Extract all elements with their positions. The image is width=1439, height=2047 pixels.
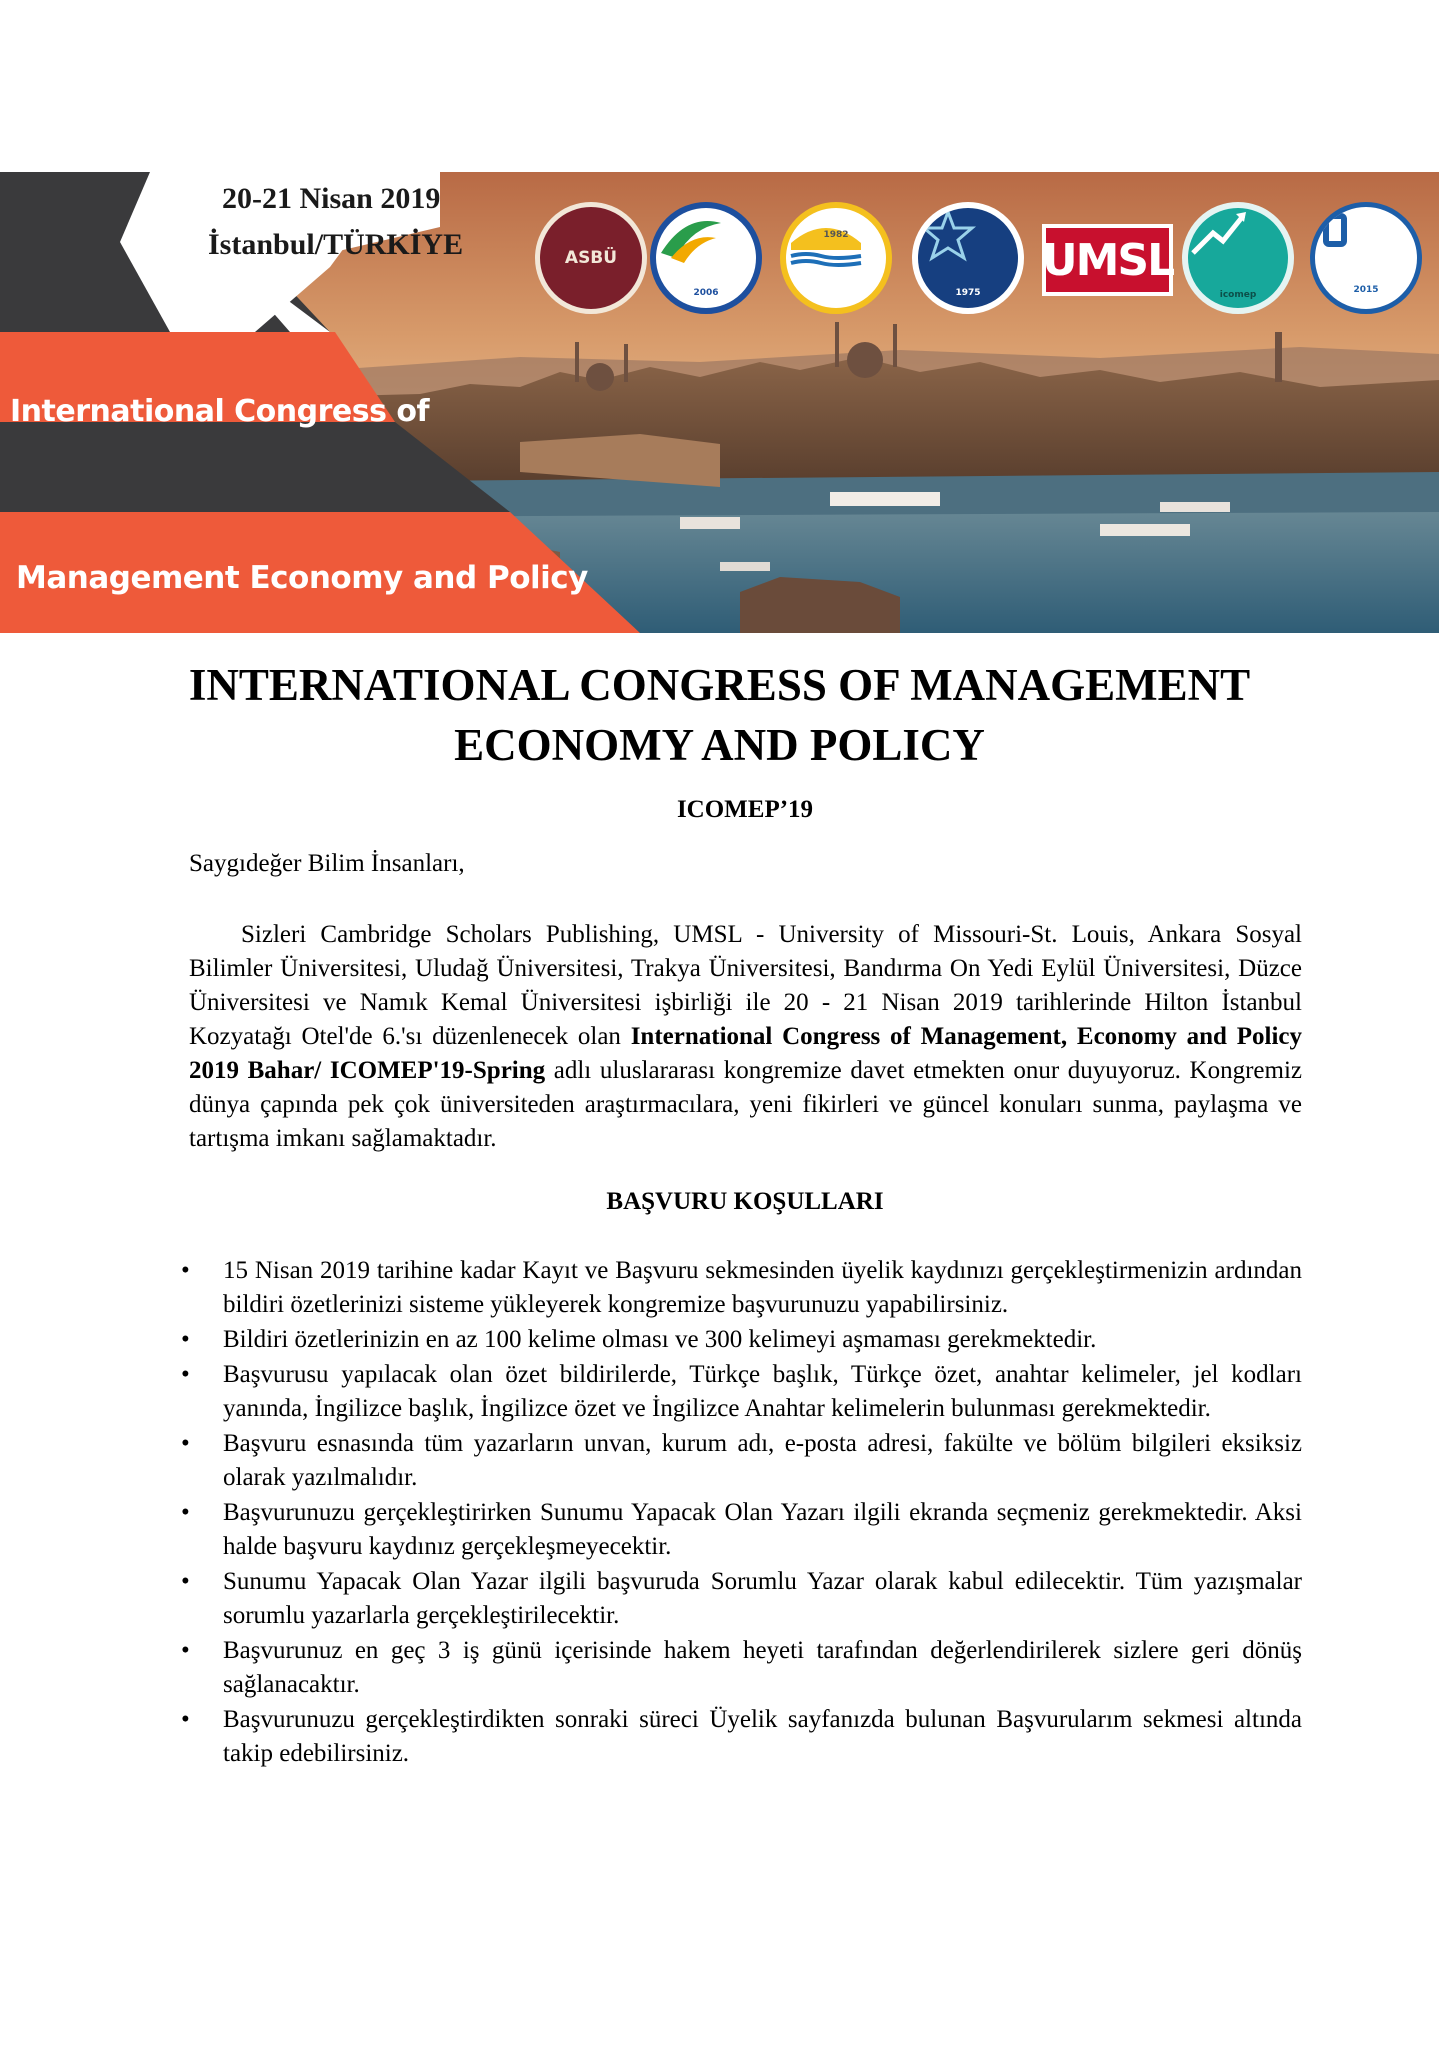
list-item: • Başvurunuzu gerçekleştirirken Sunumu Yapacak Olan Yazarı ilgili ekranda seçmeniz gerekmektedir. Aksi halde başvuru kaydınız gerçekleşmeyecektir.: [175, 1496, 1302, 1564]
list-item: • Başvurunuzu gerçekleştirdikten sonraki süreci Üyelik sayfanızda bulunan Başvurularım sekmesi altında takip edebilirsiniz.: [175, 1703, 1302, 1771]
congress-acronym: ICOMEP’19: [676, 796, 814, 823]
asbu-logo-mark: ASBÜ: [564, 248, 618, 268]
list-item: • Başvurunuz en geç 3 iş günü içerisinde hakem heyeti tarafından değerlendirilerek sizlere geri dönüş sağlanacaktır.: [175, 1634, 1302, 1702]
document-title-line-1: INTERNATIONAL CONGRESS OF MANAGEMENT: [188, 660, 1251, 710]
invitation-text-1: Sizleri Cambridge Scholars Publishing, UMSL - University of Missouri-St. Louis, Ankara Sosyal Bilimler Üniversitesi, Uludağ Üniversitesi, Trakya Üniversitesi, Bandırma On Yedi Eylül Üniversitesi, Düzce Üniversitesi ve Namık Kemal Üniversitesi işbirliği ile 20 - 21 Nisan 2019 tarihlerinde Hilton İstanbul Kozyatağı Otel'de 6.'sı düzenlenecek olan: [189, 921, 1302, 1050]
trakya-universitesi-logo: [780, 202, 892, 314]
invitation-paragraph: [189, 918, 1302, 1156]
asbu-logo: [535, 202, 647, 314]
list-item: • Sunumu Yapacak Olan Yazar ilgili başvuruda Sorumlu Yazar olarak kabul edilecektir. Tüm yazışmalar sorumlu yazarlarla gerçekleştirilecektir.: [175, 1565, 1302, 1633]
trakya-year: 1982: [823, 230, 849, 240]
list-item: • Başvuru esnasında tüm yazarların unvan, kurum adı, e-posta adresi, fakülte ve bölüm bilgileri eksiksiz olarak yazılmalıdır.: [175, 1427, 1302, 1495]
duzce-universitesi-logo: [650, 202, 762, 314]
banner-band-bottom-text: Management Economy and Policy: [16, 560, 588, 596]
icomep-growth-icon: [1188, 208, 1248, 258]
list-item: • Bildiri özetlerinizin en az 100 kelime olması ve 300 kelimeyi aşmaması gerekmektedir.: [175, 1323, 1302, 1357]
uludag-star-icon: [918, 208, 978, 268]
icomep-mark: icomep: [1219, 290, 1257, 300]
document-title: [0, 655, 1439, 775]
invitation-text-2: adlı uluslararası kongremize davet etmekten onur duyuyoruz. Kongremiz dünya çapında pek çok üniversiteden araştırmacılara, yeni fikirleri ve güncel konuları sunma, paylaşma ve tartışma imkanı sağlamaktadır.: [189, 1057, 1303, 1152]
bandirma-emblem-icon: [1315, 207, 1355, 255]
document-title-line-2: ECONOMY AND POLICY: [454, 720, 985, 770]
bursa-uludag-universitesi-logo: [912, 202, 1024, 314]
section-heading: BAŞVURU KOŞULLARI: [606, 1188, 884, 1215]
duzce-swoosh-icon: [656, 208, 726, 268]
umsl-logo: UMSL: [1042, 224, 1173, 296]
duzce-year: 2006: [693, 288, 719, 298]
list-item: • 15 Nisan 2019 tarihine kadar Kayıt ve Başvuru sekmesinden üyelik kaydınızı gerçekleştirmenizin ardından bildiri özetlerinizi sisteme yükleyerek kongremize başvurunuzu yapabilirsiniz.: [175, 1254, 1302, 1322]
requirements-list: [175, 1254, 1302, 1772]
banner-band-top-text: International Congress of: [10, 394, 430, 429]
bandirma-onyedi-eylul-universitesi-logo: [1310, 202, 1422, 314]
greeting: Saygıdeğer Bilim İnsanları,: [189, 850, 465, 877]
congress-full-name: International Congress of Management, Economy and Policy 2019 Bahar/ ICOMEP'19-Spring: [189, 1023, 1302, 1084]
congress-location: İstanbul/TÜRKİYE: [208, 228, 464, 261]
congress-date: 20-21 Nisan 2019: [222, 182, 441, 215]
uludag-year: 1975: [955, 288, 981, 298]
bandirma-year: 2015: [1353, 285, 1379, 295]
list-item: • Başvurusu yapılacak olan özet bildirilerde, Türkçe başlık, Türkçe özet, anahtar kelimeler, jel kodları yanında, İngilizce başlık, İngilizce özet ve İngilizce Anahtar kelimelerin bulunması gerekmektedir.: [175, 1358, 1302, 1426]
congress-banner: [0, 172, 1439, 633]
icomep-logo: [1182, 202, 1294, 314]
